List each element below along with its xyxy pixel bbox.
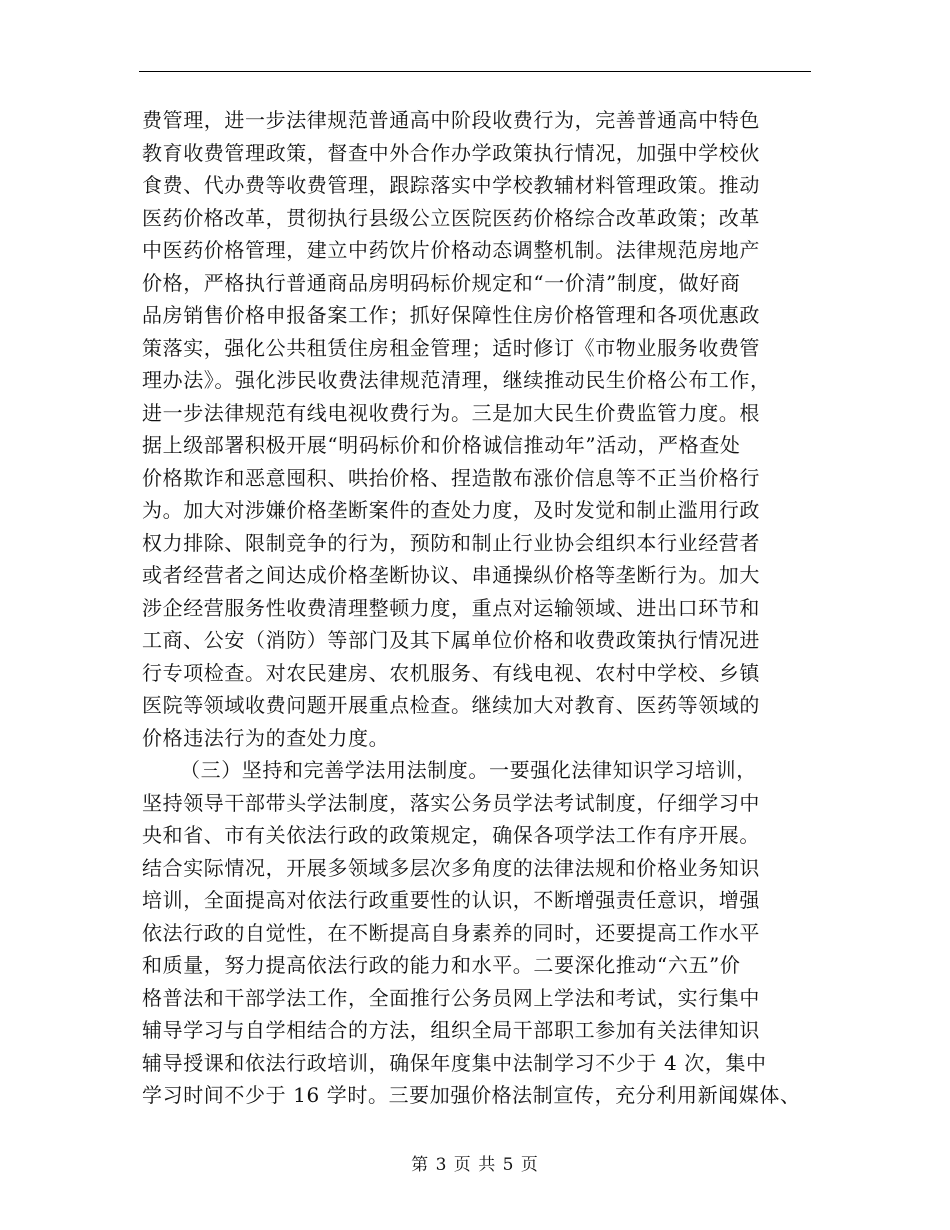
text-line: 理办法》。强化涉民收费法律规范清理，继续推动民生价格公布工作， (142, 368, 771, 392)
text-line: 权力排除、限制竞争的行为，预防和制止行业协会组织本行业经营者 (142, 530, 760, 555)
text-line: 培训，全面提高对依法行政重要性的认识，不断增强责任意识，增强 (142, 888, 760, 912)
text-line: 学习时间不少于 16 学时。三要加强价格法制宣传，充分利用新闻媒体、 (142, 1083, 801, 1107)
text-line: 结合实际情况，开展多领域多层次多角度的法律法规和价格业务知识 (142, 855, 760, 880)
text-line: 涉企经营服务性收费清理整顿力度，重点对运输领域、进出口环节和 (142, 595, 760, 620)
text-line: 食费、代办费等收费管理，跟踪落实中学校教辅材料管理政策。推动 (142, 173, 760, 197)
page-footer: 第 3 页 共 5 页 (411, 1155, 539, 1175)
text-line: 或者经营者之间达成价格垄断协议、串通操纵价格等垄断行为。加大 (142, 563, 760, 587)
text-line: 教育收费管理政策，督查中外合作办学政策执行情况，加强中学校伙 (142, 140, 760, 165)
text-line: 辅导授课和依法行政培训，确保年度集中法制学习不少于 4 次，集中 (142, 1050, 767, 1075)
text-line: 医院等领域收费问题开展重点检查。继续加大对教育、医药等领域的 (142, 693, 760, 717)
text-line: 据上级部署积极开展“明码标价和价格诚信推动年”活动，严格查处 (142, 433, 741, 457)
text-line: 医药价格改革，贯彻执行县级公立医院医药价格综合改革政策；改革 (142, 205, 760, 230)
text-line: 坚持领导干部带头学法制度，落实公务员学法考试制度，仔细学习中 (142, 790, 760, 815)
text-line: 辅导学习与自学相结合的方法，组织全局干部职工参加有关法律知识 (142, 1018, 760, 1042)
text-line: 策落实，强化公共租赁住房租金管理；适时修订《市物业服务收费管 (142, 335, 760, 360)
text-line: 价格违法行为的查处力度。 (142, 725, 390, 750)
text-line: 央和省、市有关依法行政的政策规定，确保各项学法工作有序开展。 (142, 823, 760, 847)
text-line: 为。加大对涉嫌价格垄断案件的查处力度，及时发觉和制止滥用行政 (142, 498, 760, 522)
text-line: 品房销售价格申报备案工作；抓好保障性住房价格管理和各项优惠政 (142, 303, 760, 327)
text-line: 和质量，努力提高依法行政的能力和水平。二要深化推动“六五”价 (142, 953, 741, 977)
text-line: 价格，严格执行普通商品房明码标价规定和“一价清”制度，做好商 (142, 270, 741, 295)
text-line: 费管理，进一步法律规范普通高中阶段收费行为，完善普通高中特色 (142, 108, 760, 132)
text-line: 中医药价格管理，建立中药饮片价格动态调整机制。法律规范房地产 (142, 238, 760, 262)
header-rule (139, 71, 811, 72)
text-line: 进一步法律规范有线电视收费行为。三是加大民生价费监管力度。根 (142, 400, 760, 425)
text-line: 格普法和干部学法工作，全面推行公务员网上学法和考试，实行集中 (142, 985, 760, 1010)
document-body (142, 104, 814, 1112)
text-line: 行专项检查。对农民建房、农机服务、有线电视、农村中学校、乡镇 (142, 660, 760, 685)
text-line: 依法行政的自觉性，在不断提高自身素养的同时，还要提高工作水平 (142, 920, 760, 945)
section-heading-line: （三）坚持和完善学法用法制度。一要强化法律知识学习培训， (180, 758, 757, 782)
text-line: 工商、公安（消防）等部门及其下属单位价格和收费政策执行情况进 (142, 628, 760, 652)
text-line: 价格欺诈和恶意囤积、哄抬价格、捏造散布涨价信息等不正当价格行 (142, 465, 760, 490)
